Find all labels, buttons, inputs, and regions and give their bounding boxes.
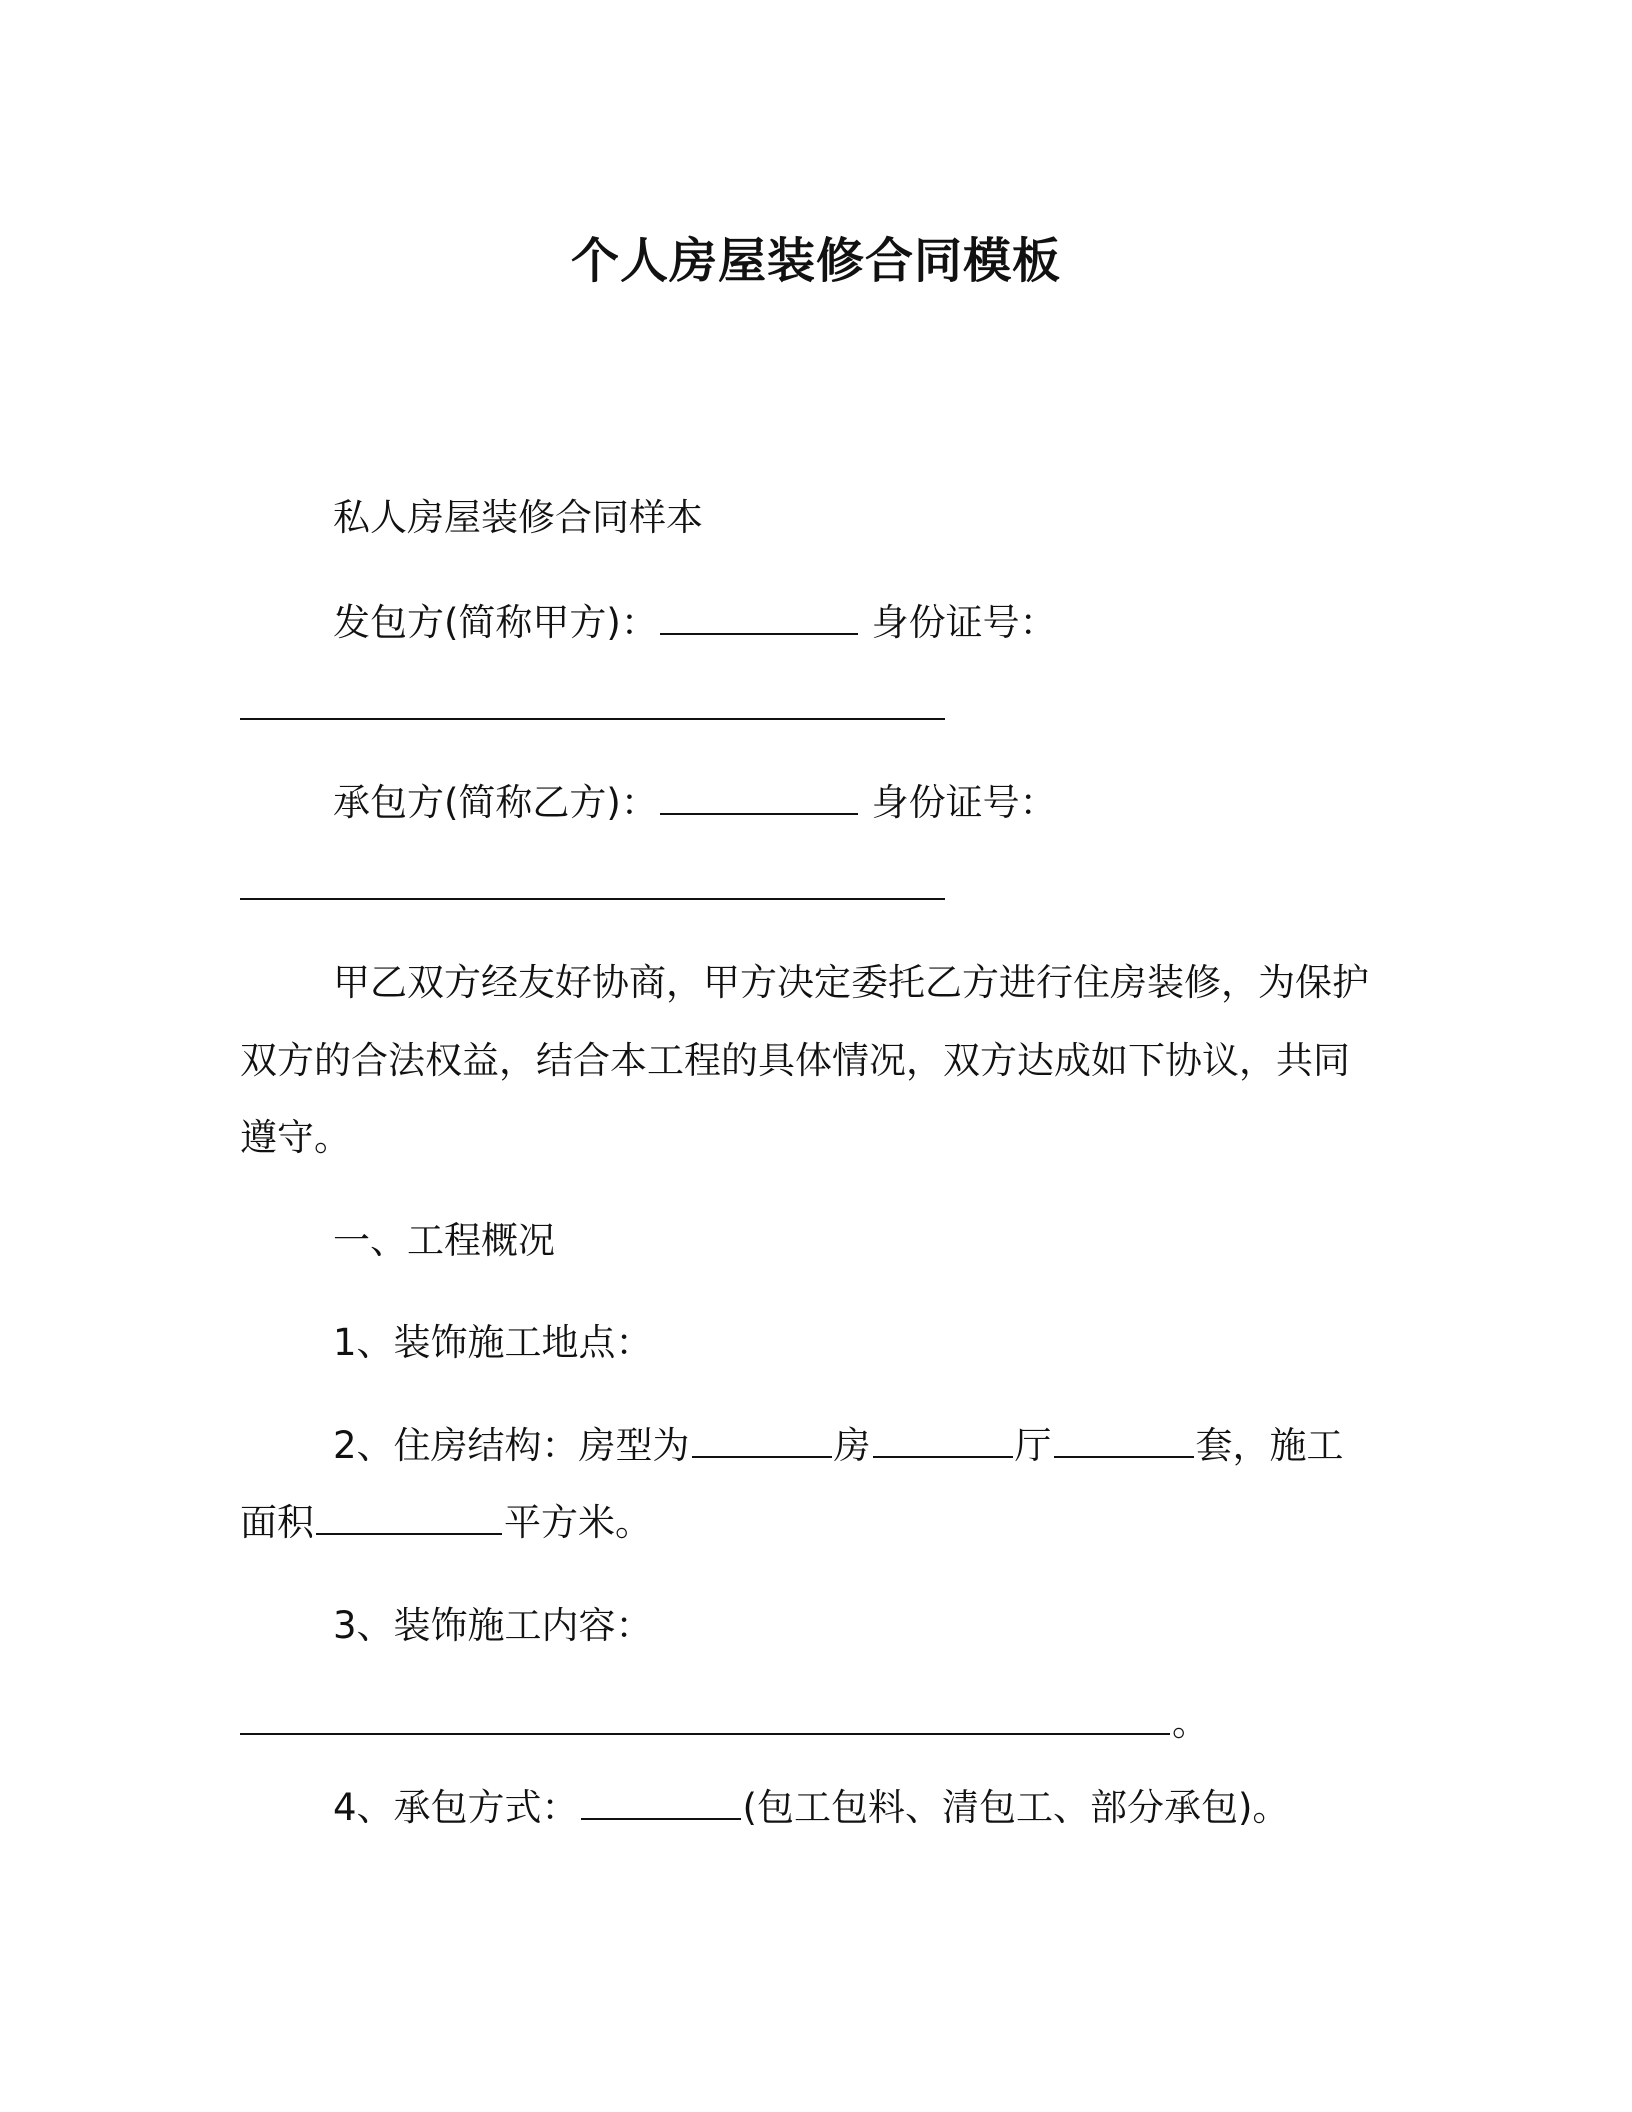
- party-b-name-blank[interactable]: [660, 779, 858, 815]
- party-b-line: [333, 778, 1057, 828]
- suite-count-blank[interactable]: [1054, 1422, 1194, 1458]
- item-2-area-unit: 平方米。: [504, 1501, 652, 1544]
- item-2-prefix: 2、住房结构：房型为: [333, 1424, 690, 1467]
- item-3-period: 。: [1172, 1701, 1209, 1744]
- preamble-line-2: 双方的合法权益，结合本工程的具体情况，双方达成如下协议，共同: [240, 1039, 1350, 1082]
- party-a-line: [333, 598, 1057, 648]
- party-b-label: 承包方(简称乙方)：: [333, 781, 658, 824]
- party-a-id-blank[interactable]: [240, 718, 945, 720]
- contract-type-blank[interactable]: [581, 1784, 741, 1820]
- item-4-options: (包工包料、清包工、部分承包)。: [742, 1786, 1290, 1829]
- area-blank[interactable]: [316, 1499, 502, 1535]
- item-3-content-line: [240, 1698, 1209, 1748]
- party-a-id-label: 身份证号：: [871, 601, 1057, 644]
- item-4-prefix: 4、承包方式：: [333, 1786, 579, 1829]
- item-2-area-label: 面积: [240, 1501, 314, 1544]
- preamble-line-3: 遵守。: [240, 1116, 351, 1159]
- content-blank[interactable]: [240, 1699, 1170, 1735]
- party-a-name-blank[interactable]: [660, 599, 858, 635]
- item-2-room-label: 房: [833, 1424, 871, 1467]
- item-4-contract-type: [333, 1783, 1289, 1833]
- preamble-line-1: 甲乙双方经友好协商，甲方决定委托乙方进行住房装修，为保护: [333, 961, 1369, 1004]
- hall-count-blank[interactable]: [873, 1422, 1013, 1458]
- item-2-structure: [333, 1421, 1344, 1471]
- item-2-area-line: [240, 1498, 652, 1548]
- item-1-location: 1、装饰施工地点：: [333, 1321, 653, 1364]
- contract-subtitle: 私人房屋装修合同样本: [333, 496, 703, 539]
- party-b-id-blank[interactable]: [240, 898, 945, 900]
- section-1-heading: 一、工程概况: [333, 1219, 555, 1262]
- item-2-hall-label: 厅: [1014, 1424, 1052, 1467]
- party-a-label: 发包方(简称甲方)：: [333, 601, 658, 644]
- party-b-id-label: 身份证号：: [871, 781, 1057, 824]
- item-3-content: 3、装饰施工内容：: [333, 1604, 653, 1647]
- document-title: 个人房屋装修合同模板: [570, 233, 1061, 289]
- room-count-blank[interactable]: [692, 1422, 832, 1458]
- item-2-suite-label: 套，施工: [1195, 1424, 1344, 1467]
